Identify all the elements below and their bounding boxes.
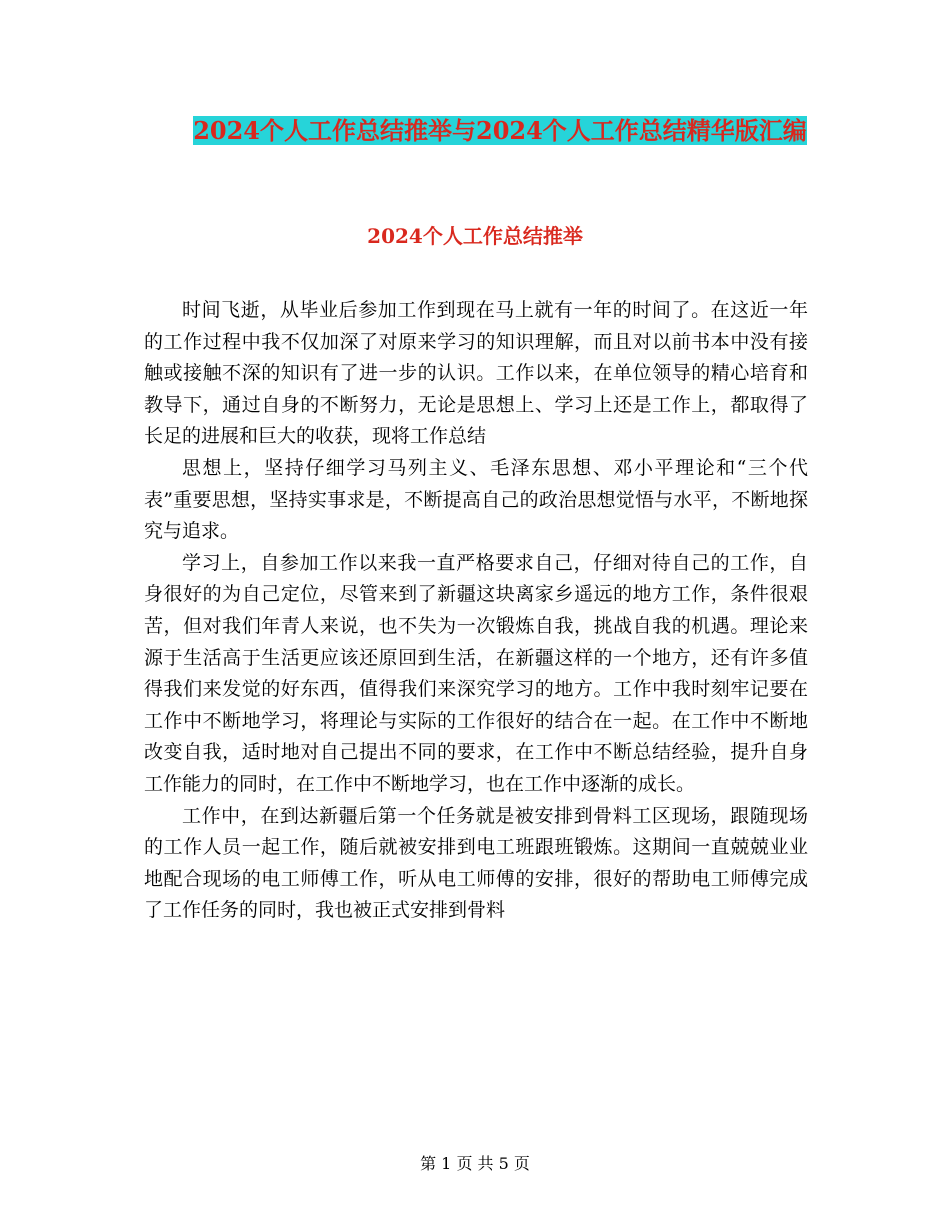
paragraph: 时间飞逝，从毕业后参加工作到现在马上就有一年的时间了。在这近一年的工作过程中我不仅加深了对原来学习的知识理解，而且对以前书本中没有接触或接触不深的知识有了进一步的认识。工作以来，在单位领导的精心培育和教导下，通过自身的不断努力，无论是思想上、学习上还是工作上，都取得了长足的进展和巨大的收获，现将工作总结 [144, 299, 808, 448]
page-number-footer: 第 1 页 共 5 页 [420, 1154, 530, 1173]
paragraph: 工作中，在到达新疆后第一个任务就是被安排到骨料工区现场，跟随现场的工作人员一起工作，随后就被安排到电工班跟班锻炼。这期间一直兢兢业业地配合现场的电工师傅工作，听从电工师傅的安排，很好的帮助电工师傅完成了工作任务的同时，我也被正式安排到骨料 [144, 804, 808, 922]
section-heading: 2024个人工作总结推举 [367, 224, 583, 248]
document-title [140, 108, 860, 154]
paragraph: 学习上，自参加工作以来我一直严格要求自己，仔细对待自己的工作，自身很好的为自己定位，尽管来到了新疆这块离家乡遥远的地方工作，条件很艰苦，但对我们年青人来说，也不失为一次锻炼自我，挑战自我的机遇。理论来源于生活高于生活更应该还原回到生活，在新疆这样的一个地方，还有许多值得我们来发觉的好东西，值得我们来深究学习的地方。工作中我时刻牢记要在工作中不断地学习，将理论与实际的工作很好的结合在一起。在工作中不断地改变自我，适时地对自己提出不同的要求，在工作中不断总结经验，提升自身工作能力的同时，在工作中不断地学习，也在工作中逐渐的成长。 [144, 551, 808, 795]
document-title-text: 2024个人工作总结推举与2024个人工作总结精华版汇编 [193, 116, 807, 145]
paragraph: 思想上，坚持仔细学习马列主义、毛泽东思想、邓小平理论和“三个代表”重要思想，坚持实事求是，不断提高自己的政治思想觉悟与水平，不断地探究与追求。 [144, 456, 808, 543]
document-body [144, 295, 808, 927]
